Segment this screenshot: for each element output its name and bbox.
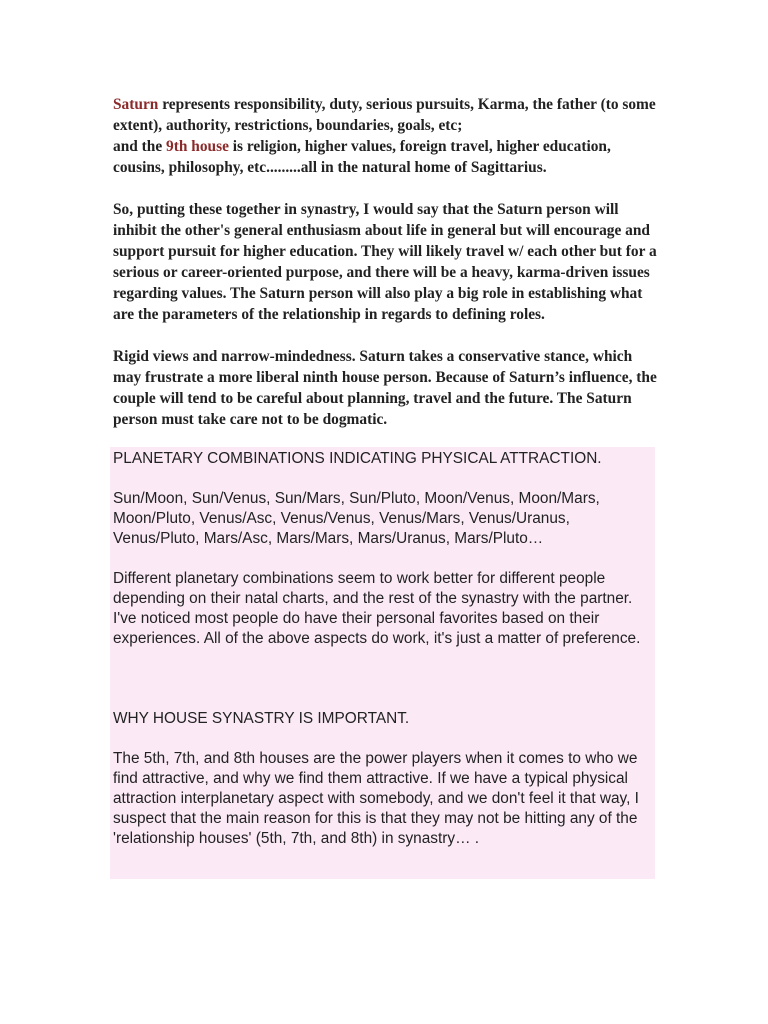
house-synastry-heading: WHY HOUSE SYNASTRY IS IMPORTANT.: [113, 710, 410, 727]
house-synastry-paragraph: The 5th, 7th, and 8th houses are the power players when it comes to who we find attractive, and why we find them attractive. If we have a typical physical attraction interplanetary aspect with somebody, and we don't feel it that way, I suspect that the main reason for this is that they may not be hitting any of the 'relationship houses' (5th, 7th, and 8th) in synastry… .: [113, 750, 639, 847]
physical-attraction-section: [110, 447, 655, 879]
rigid-views-paragraph: Rigid views and narrow-mindedness. Saturn takes a conservative stance, which may frustrate a more liberal ninth house person. Because of Saturn’s influence, the couple will tend to be careful about planning, travel and the future. The Saturn person must take care not to be dogmatic.: [113, 348, 657, 428]
house-prefix: and the: [113, 138, 167, 155]
saturn-description: represents responsibility, duty, serious pursuits, Karma, the father (to some extent), authority, restrictions, boundaries, goals, etc;: [113, 96, 656, 134]
ninth-house-term: 9th house: [166, 138, 229, 155]
saturn-term: Saturn: [113, 96, 159, 113]
synastry-paragraph: So, putting these together in synastry, I would say that the Saturn person will inhibit the other's general enthusiasm about life in general but will encourage and support pursuit for higher education. They will likely travel w/ each other but for a serious or career-oriented purpose, and there will be a heavy, karma-driven issues regarding values. The Saturn person will also play a big role in establishing what are the parameters of the relationship in regards to defining roles.: [113, 201, 657, 323]
combinations-list: Sun/Moon, Sun/Venus, Sun/Mars, Sun/Pluto, Moon/Venus, Moon/Mars, Moon/Pluto, Venus/Asc, Venus/Venus, Venus/Mars, Venus/Uranus, Venus/Pluto, Mars/Asc, Mars/Mars, Mars/Uranus, Mars/Pluto…: [113, 490, 600, 547]
saturn-definition-paragraph: [113, 94, 663, 178]
saturn-ninth-house-section: [113, 94, 663, 430]
planetary-combinations-heading: PLANETARY COMBINATIONS INDICATING PHYSICAL ATTRACTION.: [113, 450, 602, 467]
spacer: [113, 669, 655, 709]
ninth-house-description: is religion, higher values, foreign travel, higher education, cousins, philosophy, etc.........all in the natural home of Sagittarius.: [113, 138, 611, 176]
preference-paragraph: Different planetary combinations seem to work better for different people depending on their natal charts, and the rest of the synastry with the partner. I've noticed most people do have their personal favorites based on their experiences. All of the above aspects do work, it's just a matter of preference.: [113, 570, 641, 647]
